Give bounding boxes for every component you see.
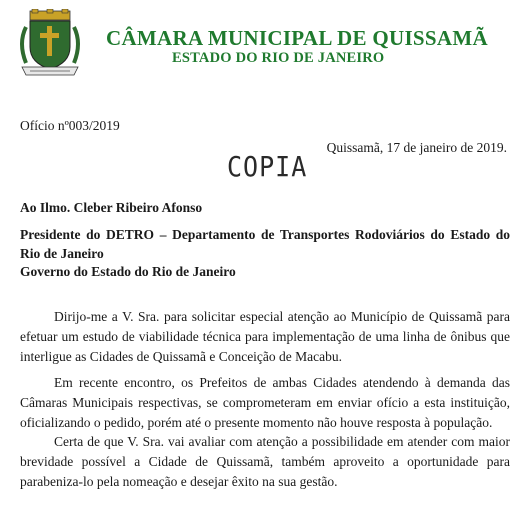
letter-date: Quissamã, 17 de janeiro de 2019. [326,140,507,155]
org-name: CÂMARA MUNICIPAL DE QUISSAMÃ [106,26,488,50]
addressee-title: Presidente do DETRO – Departamento de Transportes Rodoviários do Estado do Rio de Janeiro [20,227,510,261]
body-paragraph-3: Certa de que V. Sra. vai avaliar com atenção a possibilidade em atender com maior brevidade possível a Cidade de Quissamã, também aproveito a oportunidade para parabeniza-lo pela nomeação e desejar êxito na sua gestão. [20,434,510,489]
copy-stamp: COPIA [227,150,308,183]
municipal-crest-icon [16,9,84,79]
org-subtitle: ESTADO DO RIO DE JANEIRO [172,50,385,66]
addressee-government: Governo do Estado do Rio de Janeiro [20,264,236,279]
oficio-number: Ofício nº003/2019 [20,118,120,133]
addressee-name: Ao Ilmo. Cleber Ribeiro Afonso [20,200,203,215]
body-paragraph-2: Em recente encontro, os Prefeitos de ambas Cidades atendendo à demanda das Câmaras Municipais respectivas, se comprometeram em enviar ofício a esta instituição, oficializando o pedido, porém até o presente momento não houve resposta à população. [20,375,510,430]
body-paragraph-1: Dirijo-me a V. Sra. para solicitar especial atenção ao Município de Quissamã para efetuar um estudo de viabilidade técnica para implementação de uma linha de ônibus que interligue as Cidades de Quissamã e Conceição de Macabu. [20,309,510,364]
